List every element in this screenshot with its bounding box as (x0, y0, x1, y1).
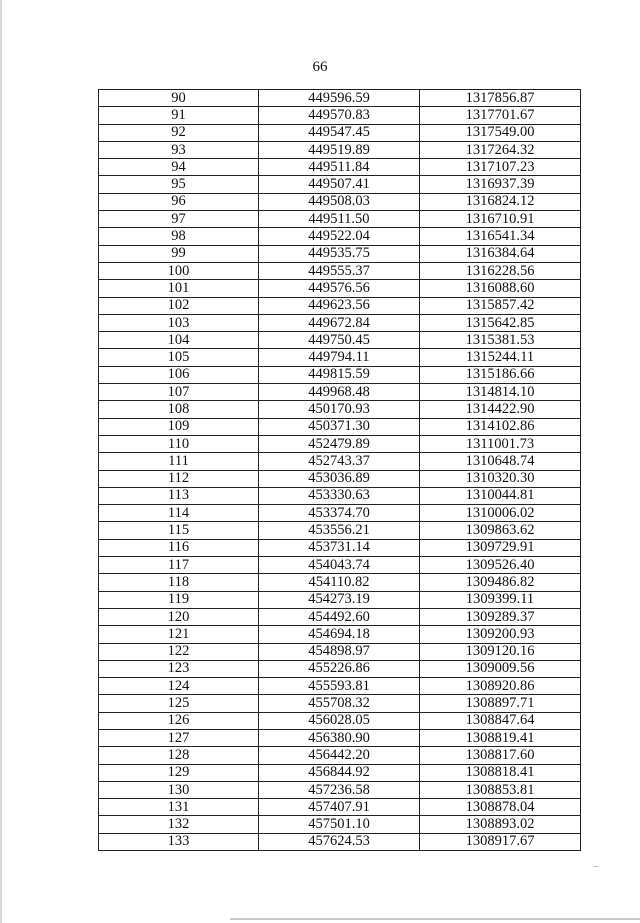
x-coordinate-cell: 457624.53 (259, 833, 420, 850)
point-number-cell: 132 (99, 816, 259, 833)
table-row (99, 557, 581, 574)
table-row (99, 470, 581, 487)
y-coordinate-cell: 1309200.93 (420, 626, 581, 643)
x-coordinate-cell: 449794.11 (259, 349, 420, 366)
x-coordinate-cell: 457501.10 (259, 816, 420, 833)
point-number-cell: 130 (99, 781, 259, 798)
x-coordinate-cell: 449672.84 (259, 314, 420, 331)
point-number-cell: 107 (99, 384, 259, 401)
point-number-cell: 105 (99, 349, 259, 366)
table-row (99, 505, 581, 522)
table-row (99, 107, 581, 124)
y-coordinate-cell: 1314102.86 (420, 418, 581, 435)
y-coordinate-cell: 1309120.16 (420, 643, 581, 660)
y-coordinate-cell: 1315642.85 (420, 314, 581, 331)
point-number-cell: 100 (99, 262, 259, 279)
table-row (99, 591, 581, 608)
table-row (99, 678, 581, 695)
y-coordinate-cell: 1309486.82 (420, 574, 581, 591)
x-coordinate-cell: 455708.32 (259, 695, 420, 712)
point-number-cell: 96 (99, 193, 259, 210)
x-coordinate-cell: 453556.21 (259, 522, 420, 539)
table-row (99, 90, 581, 107)
table-row (99, 539, 581, 556)
table-row (99, 245, 581, 262)
point-number-cell: 94 (99, 159, 259, 176)
y-coordinate-cell: 1316937.39 (420, 176, 581, 193)
table-row (99, 193, 581, 210)
table-row (99, 522, 581, 539)
point-number-cell: 133 (99, 833, 259, 850)
x-coordinate-cell: 456844.92 (259, 764, 420, 781)
point-number-cell: 95 (99, 176, 259, 193)
point-number-cell: 117 (99, 557, 259, 574)
y-coordinate-cell: 1308893.02 (420, 816, 581, 833)
x-coordinate-cell: 449555.37 (259, 262, 420, 279)
table-row (99, 626, 581, 643)
point-number-cell: 119 (99, 591, 259, 608)
table-row (99, 262, 581, 279)
x-coordinate-cell: 457407.91 (259, 799, 420, 816)
table-row (99, 124, 581, 141)
x-coordinate-cell: 454110.82 (259, 574, 420, 591)
y-coordinate-cell: 1316824.12 (420, 193, 581, 210)
y-coordinate-cell: 1308847.64 (420, 712, 581, 729)
point-number-cell: 128 (99, 747, 259, 764)
point-number-cell: 126 (99, 712, 259, 729)
x-coordinate-cell: 449519.89 (259, 141, 420, 158)
table-row (99, 816, 581, 833)
point-number-cell: 120 (99, 608, 259, 625)
y-coordinate-cell: 1315381.53 (420, 332, 581, 349)
point-number-cell: 91 (99, 107, 259, 124)
point-number-cell: 99 (99, 245, 259, 262)
point-number-cell: 92 (99, 124, 259, 141)
y-coordinate-cell: 1317549.00 (420, 124, 581, 141)
y-coordinate-cell: 1315244.11 (420, 349, 581, 366)
x-coordinate-cell: 450170.93 (259, 401, 420, 418)
y-coordinate-cell: 1308897.71 (420, 695, 581, 712)
y-coordinate-cell: 1308819.41 (420, 729, 581, 746)
y-coordinate-cell: 1310006.02 (420, 505, 581, 522)
y-coordinate-cell: 1317107.23 (420, 159, 581, 176)
table-row (99, 608, 581, 625)
table-row (99, 643, 581, 660)
x-coordinate-cell: 456442.20 (259, 747, 420, 764)
y-coordinate-cell: 1316228.56 (420, 262, 581, 279)
x-coordinate-cell: 453731.14 (259, 539, 420, 556)
y-coordinate-cell: 1309729.91 (420, 539, 581, 556)
y-coordinate-cell: 1308917.67 (420, 833, 581, 850)
y-coordinate-cell: 1316541.34 (420, 228, 581, 245)
point-number-cell: 118 (99, 574, 259, 591)
x-coordinate-cell: 452479.89 (259, 435, 420, 452)
y-coordinate-cell: 1308818.41 (420, 764, 581, 781)
point-number-cell: 116 (99, 539, 259, 556)
point-number-cell: 93 (99, 141, 259, 158)
table-row (99, 660, 581, 677)
x-coordinate-cell: 453374.70 (259, 505, 420, 522)
point-number-cell: 113 (99, 487, 259, 504)
table-row (99, 280, 581, 297)
table-row (99, 799, 581, 816)
x-coordinate-cell: 456028.05 (259, 712, 420, 729)
x-coordinate-cell: 450371.30 (259, 418, 420, 435)
table-row (99, 314, 581, 331)
x-coordinate-cell: 454492.60 (259, 608, 420, 625)
point-number-cell: 111 (99, 453, 259, 470)
point-number-cell: 129 (99, 764, 259, 781)
point-number-cell: 98 (99, 228, 259, 245)
table-row (99, 435, 581, 452)
coordinates-table-body (99, 90, 581, 851)
point-number-cell: 109 (99, 418, 259, 435)
x-coordinate-cell: 452743.37 (259, 453, 420, 470)
point-number-cell: 110 (99, 435, 259, 452)
y-coordinate-cell: 1308817.60 (420, 747, 581, 764)
x-coordinate-cell: 449547.45 (259, 124, 420, 141)
x-coordinate-cell: 449511.84 (259, 159, 420, 176)
x-coordinate-cell: 449750.45 (259, 332, 420, 349)
y-coordinate-cell: 1309399.11 (420, 591, 581, 608)
table-row (99, 176, 581, 193)
y-coordinate-cell: 1308920.86 (420, 678, 581, 695)
x-coordinate-cell: 454273.19 (259, 591, 420, 608)
point-number-cell: 90 (99, 90, 259, 107)
table-row (99, 211, 581, 228)
table-row (99, 332, 581, 349)
y-coordinate-cell: 1317264.32 (420, 141, 581, 158)
point-number-cell: 108 (99, 401, 259, 418)
table-row (99, 384, 581, 401)
scan-edge-left (0, 0, 2, 923)
table-row (99, 141, 581, 158)
x-coordinate-cell: 449535.75 (259, 245, 420, 262)
x-coordinate-cell: 449815.59 (259, 366, 420, 383)
table-row (99, 729, 581, 746)
point-number-cell: 127 (99, 729, 259, 746)
y-coordinate-cell: 1315186.66 (420, 366, 581, 383)
x-coordinate-cell: 455226.86 (259, 660, 420, 677)
y-coordinate-cell: 1316088.60 (420, 280, 581, 297)
point-number-cell: 121 (99, 626, 259, 643)
x-coordinate-cell: 455593.81 (259, 678, 420, 695)
y-coordinate-cell: 1317856.87 (420, 90, 581, 107)
y-coordinate-cell: 1317701.67 (420, 107, 581, 124)
x-coordinate-cell: 454694.18 (259, 626, 420, 643)
x-coordinate-cell: 454898.97 (259, 643, 420, 660)
x-coordinate-cell: 449596.59 (259, 90, 420, 107)
table-row (99, 695, 581, 712)
y-coordinate-cell: 1309009.56 (420, 660, 581, 677)
point-number-cell: 115 (99, 522, 259, 539)
table-row (99, 297, 581, 314)
table-row (99, 833, 581, 850)
y-coordinate-cell: 1310320.30 (420, 470, 581, 487)
y-coordinate-cell: 1311001.73 (420, 435, 581, 452)
page-number: 66 (312, 59, 328, 75)
point-number-cell: 122 (99, 643, 259, 660)
y-coordinate-cell: 1308878.04 (420, 799, 581, 816)
y-coordinate-cell: 1309526.40 (420, 557, 581, 574)
table-row (99, 487, 581, 504)
table-row (99, 712, 581, 729)
point-number-cell: 97 (99, 211, 259, 228)
x-coordinate-cell: 449511.50 (259, 211, 420, 228)
point-number-cell: 102 (99, 297, 259, 314)
point-number-cell: 114 (99, 505, 259, 522)
x-coordinate-cell: 453036.89 (259, 470, 420, 487)
y-coordinate-cell: 1309863.62 (420, 522, 581, 539)
x-coordinate-cell: 457236.58 (259, 781, 420, 798)
point-number-cell: 123 (99, 660, 259, 677)
point-number-cell: 106 (99, 366, 259, 383)
y-coordinate-cell: 1308853.81 (420, 781, 581, 798)
x-coordinate-cell: 449570.83 (259, 107, 420, 124)
x-coordinate-cell: 449968.48 (259, 384, 420, 401)
point-number-cell: 131 (99, 799, 259, 816)
point-number-cell: 125 (99, 695, 259, 712)
x-coordinate-cell: 449623.56 (259, 297, 420, 314)
y-coordinate-cell: 1316384.64 (420, 245, 581, 262)
table-row (99, 159, 581, 176)
table-row (99, 418, 581, 435)
table-row (99, 228, 581, 245)
x-coordinate-cell: 449522.04 (259, 228, 420, 245)
point-number-cell: 104 (99, 332, 259, 349)
x-coordinate-cell: 449576.56 (259, 280, 420, 297)
y-coordinate-cell: 1315857.42 (420, 297, 581, 314)
y-coordinate-cell: 1314814.10 (420, 384, 581, 401)
y-coordinate-cell: 1310648.74 (420, 453, 581, 470)
table-row (99, 366, 581, 383)
table-row (99, 781, 581, 798)
x-coordinate-cell: 449507.41 (259, 176, 420, 193)
y-coordinate-cell: 1314422.90 (420, 401, 581, 418)
x-coordinate-cell: 454043.74 (259, 557, 420, 574)
y-coordinate-cell: 1309289.37 (420, 608, 581, 625)
y-coordinate-cell: 1316710.91 (420, 211, 581, 228)
table-row (99, 453, 581, 470)
point-number-cell: 103 (99, 314, 259, 331)
x-coordinate-cell: 453330.63 (259, 487, 420, 504)
coordinates-table (98, 89, 581, 851)
scan-edge-bottom (230, 918, 640, 920)
y-coordinate-cell: 1310044.81 (420, 487, 581, 504)
x-coordinate-cell: 456380.90 (259, 729, 420, 746)
point-number-cell: 101 (99, 280, 259, 297)
table-row (99, 747, 581, 764)
table-row (99, 401, 581, 418)
point-number-cell: 124 (99, 678, 259, 695)
table-row (99, 574, 581, 591)
table-row (99, 349, 581, 366)
point-number-cell: 112 (99, 470, 259, 487)
table-row (99, 764, 581, 781)
x-coordinate-cell: 449508.03 (259, 193, 420, 210)
scan-artifact (593, 866, 598, 867)
